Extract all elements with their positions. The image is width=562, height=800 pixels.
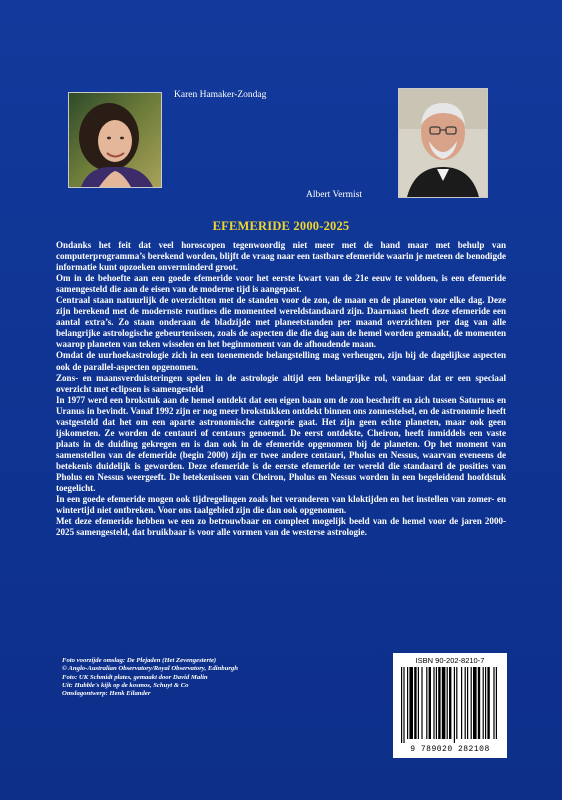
barcode-image <box>399 667 501 743</box>
barcode-bar <box>473 667 477 739</box>
barcode-bar <box>421 667 422 739</box>
credit-line: Foto: UK Schmidt plates, gemaakt door David Malin <box>62 673 208 681</box>
paragraph-3: Centraal staan natuurlijk de overzichten met de standen voor de zon, de maan en de planeten voor elke dag. Deze zijn berekend met de modernste routines die momenteel wereldstandaard zijn. Daarnaast heeft deze efemeride een aantal extra’s. Zo staan onderaan de bladzijde met planeetstanden per maand overzichten per dag van alle belangrijke astrologische gebeurtenissen, zoals de aspecten die die dag aan de hemel worden gemaakt, de momenten waarop planeten van teken wisselen en het beginmoment van de afhoudende maan. <box>56 295 506 350</box>
barcode-bar <box>449 667 451 739</box>
paragraph-1: Ondanks het feit dat veel horoscopen tegenwoordig niet meer met de hand maar met behulp van computerprogramma’s berekend worden, blijft de vraag naar een tastbare efemeride waarin je meteen de benodigde informatie kunt opzoeken onverminderd groot. <box>56 240 507 273</box>
barcode-bar <box>493 667 494 739</box>
isbn-label: ISBN 90-202-8210-7 <box>415 656 485 665</box>
barcode-bar <box>407 667 408 739</box>
paragraph-5: Zons- en maansverduisteringen spelen in de astrologie altijd een belangrijke rol, vandaar dat er een speciaal overzicht met eclipsen is samengesteld <box>56 372 506 394</box>
barcode-bar <box>429 667 431 739</box>
paragraph-4: Omdat de uurhoekastrologie zich in een toenemende belangstelling mag verheugen, zijn bij de dagelijkse aspecten ook de parallel-aspecten opgenomen. <box>56 350 506 372</box>
barcode-box <box>393 653 507 758</box>
credit-line: © Anglo-Australian Observatory/Royal Observatory, Edinburgh <box>62 665 238 673</box>
paragraph-8: Met deze efemeride hebben we een zo betrouwbaar en compleet mogelijk beeld van de hemel voor de jaren 2000-2025 samengesteld, dat bruikbaar is voor alle vormen van de westerse astrologie. <box>56 516 506 538</box>
barcode-bar <box>496 667 497 739</box>
barcode-bar <box>465 667 466 739</box>
barcode-bar <box>483 667 484 739</box>
author-name-left: Karen Hamaker-Zondag <box>174 90 267 100</box>
barcode-bar <box>438 667 440 739</box>
barcode-bar <box>414 667 416 739</box>
barcode-number: 9 789020 282108 <box>410 745 490 754</box>
barcode-bar <box>401 667 402 743</box>
barcode-bar <box>426 667 427 739</box>
paragraph-7: In een goede efemeride mogen ook tijdregelingen zoals het veranderen van kloktijden en het instellen van zomer- en wintertijd niet ontbreken. Voor ons taalgebied zijn die dan ook opgenomen. <box>56 494 506 516</box>
barcode-bar <box>436 667 437 739</box>
barcode-bar <box>478 667 480 739</box>
paragraph-6: In 1977 werd een brokstuk aan de hemel ontdekt dat een eigen baan om de zon beschrift en zich tussen Saturnus en Uranus in bevindt. Vanaf 1992 zijn er nog meer brokstukken ontdekt binnen ons zonnestelsel, en de astronomie heeft vastgesteld dat het om een aparte astronomische categorie gaat. Het zijn geen echte planeten, maar ook geen ijskometen. Ze worden de centauri of centaurs genoemd. De eerst ontdekte, Cheiron, heeft inmiddels een vaste plaats in de duiding gekregen en is dan ook in de efemeride opgenomen bij de planeten. Op het moment van samenstellen van de efemeride (begin 2000) zijn er twee andere centauri, Pholus en Nessus, waarvan eveneens de betekenis duidelijk is geworden. Deze efemeride is de eerste efemeride ter wereld die standaard de posities van Pholus en Nessus weergeeft. De betekenissen van Cheiron, Pholus en Nessus worden in een begeleidend hoofdstuk toegelicht. <box>56 394 506 494</box>
paragraph-2: Om in de behoefte aan een goede efemeride voor het eerste kwart van de 21e eeuw te voldoen, is een efemeride samengesteld die aan de eisen van de moderne tijd is aangepast. <box>56 273 506 295</box>
barcode-bar <box>467 667 468 739</box>
barcode-bar <box>461 667 462 739</box>
barcode-bar <box>442 667 446 739</box>
barcode-bar <box>433 667 434 739</box>
credit-line: Omslagontwerp: Henk Eilander <box>62 690 151 698</box>
barcode-bar <box>456 667 457 739</box>
barcode-bar <box>471 667 472 739</box>
credit-line: Uit: Hubble's kijk op de kosmos, Schuyt & Co <box>62 681 189 689</box>
barcode-bar <box>403 667 404 743</box>
author-photo-albert <box>398 88 488 198</box>
barcode-bar <box>409 667 413 739</box>
photo-credits <box>62 657 362 698</box>
barcode-bar <box>447 667 448 739</box>
barcode-bar <box>485 667 486 739</box>
barcode-bar <box>418 667 419 739</box>
author-photo-karen <box>68 92 162 188</box>
book-title: EFEMERIDE 2000-2025 <box>212 219 350 233</box>
author-name-right: Albert Vermist <box>306 190 363 200</box>
description-text <box>56 240 506 538</box>
credit-line: Foto voorzijde omslag: De Plejaden (Het Zevengesterte) <box>62 657 217 664</box>
barcode-bar <box>487 667 489 739</box>
barcode-bar <box>454 667 455 743</box>
